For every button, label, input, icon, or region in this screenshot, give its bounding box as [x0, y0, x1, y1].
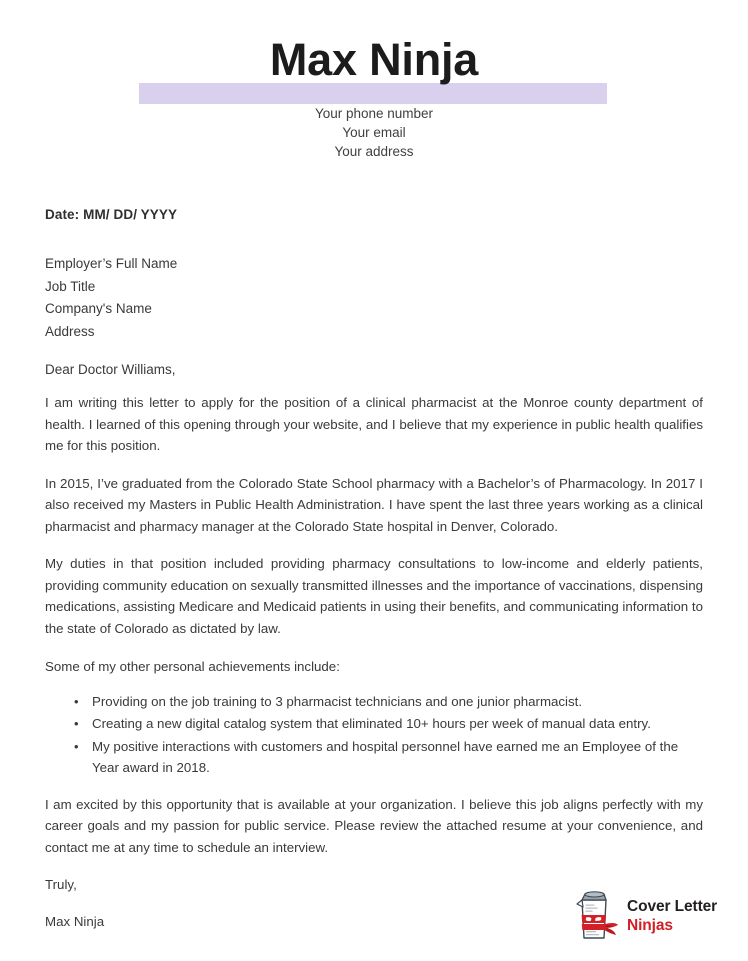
recipient-name: Employer’s Full Name [45, 256, 178, 271]
recipient-block [45, 253, 177, 343]
closing-salutation: Truly, [45, 877, 77, 892]
applicant-name: Max Ninja [269, 34, 479, 85]
logo-line-ninjas: Ninjas [627, 916, 673, 934]
letter-body [45, 392, 703, 932]
ninja-scroll-icon [573, 891, 619, 941]
list-item: • Creating a new digital catalog system that eliminated 10+ hours per week of manual data entry. [92, 713, 703, 735]
logo-wordmark [627, 899, 717, 933]
recipient-job-title: Job Title [45, 278, 96, 294]
letter-header [0, 0, 748, 161]
recipient-company: Company's Name [45, 301, 152, 317]
recipient-address: Address [45, 323, 95, 339]
list-item: • My positive interactions with customers and hospital personnel have earned me an Employee of the Year award in 2018. [92, 736, 703, 779]
list-item: • Providing on the job training to 3 pharmacist technicians and one junior pharmacist. [92, 691, 703, 713]
cover-letter-ninjas-logo [573, 889, 721, 943]
signature-name: Max Ninja [45, 913, 105, 929]
body-paragraph-2: In 2015, I’ve graduated from the Colorado State School pharmacy with a Bachelor’s of Pharmacology. In 2017 I also received my Masters in Public Health Administration. I have spent the last three years working as a clinical pharmacist and pharmacy manager at the Colorado State hospital in Denver, Colorado. [45, 475, 703, 534]
letter-date: Date: MM/ DD/ YYYY [45, 207, 178, 222]
logo-line-cover-letter: Cover Letter [627, 898, 718, 915]
achievements-intro: Some of my other personal achievements include: [45, 659, 340, 674]
body-paragraph-1: I am writing this letter to apply for the position of a clinical pharmacist at the Monroe county department of health. I learned of this opening through your website, and I believe that my experience in public health qualifies me for this position. [45, 395, 703, 453]
contact-email: Your email [342, 125, 406, 140]
body-paragraph-3: My duties in that position included providing pharmacy consultations to low-income and elderly patients, providing community education on sexually transmitted illnesses and the importance of vaccinations, dispensing medications, assisting Medicare and Medicaid patients in using their benefits, and communicating information to the state of Colorado as dictated by law. [45, 556, 703, 636]
contact-address: Your address [334, 144, 414, 159]
contact-block [0, 104, 748, 161]
name-highlight-band [139, 83, 607, 104]
salutation: Dear Doctor Williams, [45, 362, 176, 377]
contact-phone: Your phone number [314, 106, 434, 121]
achievements-list [45, 691, 703, 779]
body-paragraph-4: I am excited by this opportunity that is available at your organization. I believe this job aligns perfectly with my career goals and my passion for public service. Please review the attached resume at your convenience, and contact me at any time to schedule an interview. [45, 796, 703, 855]
